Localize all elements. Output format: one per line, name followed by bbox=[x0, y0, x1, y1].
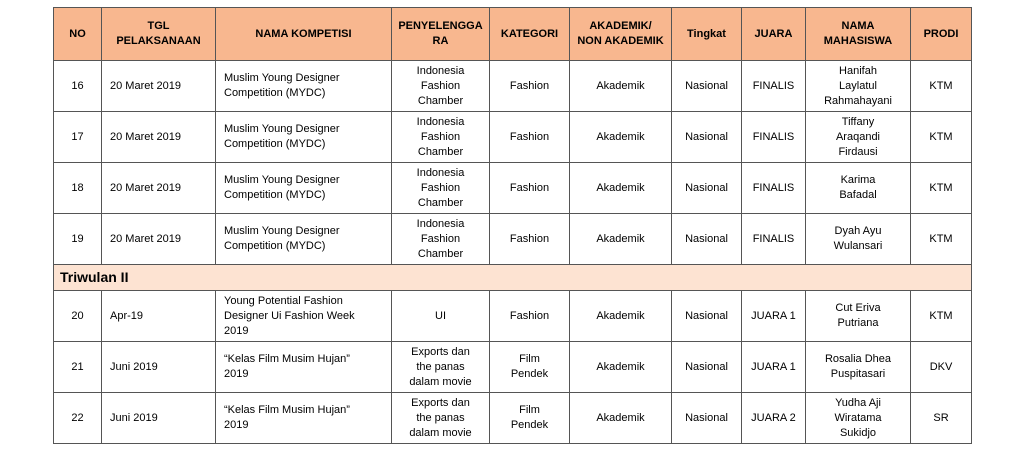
cell-juara bbox=[742, 291, 806, 342]
table-row bbox=[54, 112, 972, 163]
header-line: JUARA bbox=[754, 27, 793, 40]
cell-no-line: 19 bbox=[71, 232, 84, 245]
cell-kompetisi-line: Competition (MYDC) bbox=[224, 240, 326, 252]
cell-penyelenggara-line: Fashion bbox=[420, 130, 461, 143]
cell-kategori-line: Fashion bbox=[509, 130, 550, 143]
cell-tingkat-line: Nasional bbox=[685, 411, 728, 424]
cell-mahasiswa-line: Sukidjo bbox=[839, 426, 877, 439]
cell-kompetisi-line: 2019 bbox=[224, 419, 249, 431]
cell-akademik-line: Akademik bbox=[596, 232, 645, 245]
cell-kategori-line: Fashion bbox=[509, 309, 550, 322]
cell-kompetisi-line: Muslim Young Designer bbox=[224, 72, 340, 84]
cell-akademik-line: Akademik bbox=[596, 360, 645, 373]
cell-kategori-line: Pendek bbox=[510, 368, 549, 380]
cell-penyelenggara-line: Chamber bbox=[417, 196, 464, 209]
cell-kompetisi-line: 2019 bbox=[224, 368, 249, 380]
cell-prodi-line: KTM bbox=[929, 130, 953, 143]
cell-akademik bbox=[570, 342, 672, 393]
header-mahasiswa bbox=[806, 8, 911, 61]
header-line: PENYELENGGA bbox=[398, 20, 483, 32]
cell-prodi bbox=[911, 112, 972, 163]
cell-no bbox=[54, 214, 102, 265]
cell-no bbox=[54, 291, 102, 342]
cell-mahasiswa-line: Rosalia Dhea bbox=[824, 353, 892, 365]
cell-no-line: 16 bbox=[71, 79, 84, 92]
cell-juara-line: FINALIS bbox=[752, 79, 795, 92]
cell-prodi bbox=[911, 291, 972, 342]
cell-kompetisi bbox=[216, 163, 392, 214]
cell-akademik bbox=[570, 61, 672, 112]
table-row bbox=[54, 163, 972, 214]
cell-tgl-line: 20 Maret 2019 bbox=[110, 232, 181, 245]
cell-kategori-line: Fashion bbox=[509, 79, 550, 92]
cell-mahasiswa-line: Cut Eriva bbox=[835, 302, 881, 314]
cell-mahasiswa-line: Puspitasari bbox=[830, 368, 886, 380]
cell-prodi bbox=[911, 214, 972, 265]
cell-tingkat bbox=[672, 163, 742, 214]
cell-kompetisi bbox=[216, 393, 392, 444]
cell-tgl bbox=[102, 61, 216, 112]
cell-tingkat bbox=[672, 393, 742, 444]
cell-kompetisi-line: Designer Ui Fashion Week bbox=[224, 309, 355, 322]
cell-mahasiswa-line: Wulansari bbox=[833, 240, 883, 252]
cell-mahasiswa-line: Firdausi bbox=[838, 145, 878, 158]
cell-juara bbox=[742, 393, 806, 444]
cell-kategori bbox=[490, 342, 570, 393]
cell-tgl bbox=[102, 163, 216, 214]
section-title: Triwulan II bbox=[54, 265, 972, 291]
cell-kategori bbox=[490, 291, 570, 342]
cell-akademik-line: Akademik bbox=[596, 411, 645, 424]
cell-no-line: 20 bbox=[71, 309, 84, 322]
header-line: NON AKADEMIK bbox=[577, 35, 664, 47]
header-line: KATEGORI bbox=[500, 27, 559, 40]
cell-penyelenggara-line: Chamber bbox=[417, 94, 464, 107]
cell-mahasiswa-line: Putriana bbox=[837, 317, 879, 329]
cell-mahasiswa-line: Hanifah bbox=[839, 64, 877, 77]
cell-prodi bbox=[911, 61, 972, 112]
header-line: TGL bbox=[147, 20, 170, 32]
cell-juara bbox=[742, 163, 806, 214]
cell-akademik bbox=[570, 393, 672, 444]
cell-akademik bbox=[570, 214, 672, 265]
cell-mahasiswa-line: Araqandi bbox=[835, 130, 881, 143]
cell-prodi-line: SR bbox=[933, 411, 949, 424]
cell-penyelenggara bbox=[392, 342, 490, 393]
cell-penyelenggara-line: Fashion bbox=[420, 181, 461, 194]
cell-kompetisi bbox=[216, 214, 392, 265]
header-line: MAHASISWA bbox=[823, 35, 893, 47]
cell-kompetisi-line: Muslim Young Designer bbox=[224, 123, 340, 135]
table-row bbox=[54, 61, 972, 112]
header-no bbox=[54, 8, 102, 61]
cell-no-line: 17 bbox=[71, 130, 84, 143]
cell-kompetisi-line: Competition (MYDC) bbox=[224, 138, 326, 150]
cell-mahasiswa-line: Karima bbox=[840, 174, 876, 186]
cell-mahasiswa-line: Bafadal bbox=[839, 189, 877, 201]
table-row bbox=[54, 214, 972, 265]
cell-no bbox=[54, 61, 102, 112]
cell-penyelenggara bbox=[392, 214, 490, 265]
cell-prodi bbox=[911, 163, 972, 214]
cell-penyelenggara-line: Fashion bbox=[420, 232, 461, 245]
cell-kompetisi bbox=[216, 61, 392, 112]
cell-tingkat bbox=[672, 61, 742, 112]
header-row bbox=[54, 8, 972, 61]
header-line: NO bbox=[69, 27, 86, 40]
cell-mahasiswa-line: Laylatul bbox=[839, 79, 877, 92]
cell-kompetisi-line: Young Potential Fashion bbox=[224, 294, 343, 307]
cell-mahasiswa-line: Dyah Ayu bbox=[834, 225, 882, 237]
cell-kompetisi bbox=[216, 291, 392, 342]
cell-kompetisi-line: “Kelas Film Musim Hujan” bbox=[224, 353, 350, 365]
cell-tgl bbox=[102, 291, 216, 342]
cell-juara bbox=[742, 214, 806, 265]
cell-akademik bbox=[570, 291, 672, 342]
cell-prodi-line: KTM bbox=[929, 232, 953, 245]
cell-penyelenggara-line: dalam movie bbox=[409, 426, 472, 439]
cell-juara-line: FINALIS bbox=[752, 232, 795, 245]
header-line: PELAKSANAAN bbox=[116, 35, 201, 47]
cell-penyelenggara-line: dalam movie bbox=[409, 375, 472, 388]
header-tgl bbox=[102, 8, 216, 61]
cell-tgl bbox=[102, 214, 216, 265]
cell-kategori bbox=[490, 214, 570, 265]
cell-tingkat bbox=[672, 342, 742, 393]
cell-no-line: 21 bbox=[71, 360, 84, 373]
section-row bbox=[54, 265, 972, 291]
cell-penyelenggara-line: Fashion bbox=[420, 79, 461, 92]
cell-penyelenggara-line: the panas bbox=[416, 360, 465, 373]
cell-no-line: 22 bbox=[71, 411, 84, 424]
cell-mahasiswa bbox=[806, 342, 911, 393]
cell-tgl bbox=[102, 342, 216, 393]
cell-kompetisi-line: Competition (MYDC) bbox=[224, 87, 326, 99]
header-tingkat bbox=[672, 8, 742, 61]
cell-tgl-line: 20 Maret 2019 bbox=[110, 181, 181, 194]
cell-prodi bbox=[911, 342, 972, 393]
cell-penyelenggara bbox=[392, 112, 490, 163]
cell-juara-line: FINALIS bbox=[752, 181, 795, 194]
cell-mahasiswa bbox=[806, 112, 911, 163]
cell-mahasiswa bbox=[806, 163, 911, 214]
cell-penyelenggara-line: Indonesia bbox=[416, 217, 465, 230]
cell-kompetisi bbox=[216, 112, 392, 163]
cell-kategori-line: Pendek bbox=[510, 419, 549, 431]
cell-penyelenggara bbox=[392, 61, 490, 112]
cell-penyelenggara-line: Indonesia bbox=[416, 166, 465, 179]
cell-mahasiswa-line: Yudha Aji bbox=[835, 396, 881, 409]
cell-prodi-line: KTM bbox=[929, 79, 953, 92]
cell-penyelenggara-line: the panas bbox=[416, 411, 465, 424]
cell-penyelenggara bbox=[392, 291, 490, 342]
cell-no bbox=[54, 112, 102, 163]
cell-akademik bbox=[570, 112, 672, 163]
header-line: NAMA KOMPETISI bbox=[255, 27, 352, 40]
cell-no-line: 18 bbox=[71, 181, 84, 194]
cell-penyelenggara bbox=[392, 163, 490, 214]
cell-tingkat-line: Nasional bbox=[685, 232, 728, 245]
table-row bbox=[54, 342, 972, 393]
header-akademik bbox=[570, 8, 672, 61]
header-penyelenggara bbox=[392, 8, 490, 61]
cell-akademik bbox=[570, 163, 672, 214]
cell-akademik-line: Akademik bbox=[596, 309, 645, 322]
cell-kategori-line: Film bbox=[519, 404, 540, 416]
cell-kategori-line: Fashion bbox=[509, 181, 550, 194]
cell-tingkat-line: Nasional bbox=[685, 79, 728, 92]
cell-mahasiswa bbox=[806, 214, 911, 265]
header-kategori bbox=[490, 8, 570, 61]
cell-tingkat bbox=[672, 214, 742, 265]
cell-penyelenggara-line: Indonesia bbox=[416, 115, 465, 128]
header-line: AKADEMIK/ bbox=[589, 20, 652, 32]
cell-akademik-line: Akademik bbox=[596, 181, 645, 194]
cell-mahasiswa bbox=[806, 61, 911, 112]
cell-kategori bbox=[490, 393, 570, 444]
cell-juara-line: JUARA 1 bbox=[751, 360, 796, 373]
cell-tgl-line: Juni 2019 bbox=[110, 360, 158, 373]
cell-juara-line: FINALIS bbox=[752, 130, 795, 143]
header-kompetisi bbox=[216, 8, 392, 61]
table-body bbox=[54, 61, 972, 444]
cell-mahasiswa bbox=[806, 291, 911, 342]
cell-prodi-line: KTM bbox=[929, 181, 953, 194]
cell-kompetisi-line: 2019 bbox=[224, 324, 249, 337]
competition-table bbox=[53, 7, 972, 444]
cell-prodi-line: DKV bbox=[929, 360, 953, 373]
cell-mahasiswa bbox=[806, 393, 911, 444]
cell-juara bbox=[742, 342, 806, 393]
cell-no bbox=[54, 163, 102, 214]
cell-akademik-line: Akademik bbox=[596, 130, 645, 143]
cell-mahasiswa-line: Wiratama bbox=[834, 411, 882, 424]
cell-kompetisi bbox=[216, 342, 392, 393]
cell-tgl-line: 20 Maret 2019 bbox=[110, 79, 181, 92]
cell-kompetisi-line: “Kelas Film Musim Hujan” bbox=[224, 404, 350, 416]
cell-no bbox=[54, 342, 102, 393]
cell-tingkat-line: Nasional bbox=[685, 181, 728, 194]
header-juara bbox=[742, 8, 806, 61]
cell-tingkat-line: Nasional bbox=[685, 309, 728, 322]
cell-tingkat-line: Nasional bbox=[685, 130, 728, 143]
header-line: PRODI bbox=[923, 27, 959, 40]
cell-kompetisi-line: Muslim Young Designer bbox=[224, 225, 340, 237]
cell-kategori bbox=[490, 112, 570, 163]
header-line: RA bbox=[432, 35, 449, 47]
cell-tgl-line: Juni 2019 bbox=[110, 411, 158, 424]
cell-juara bbox=[742, 112, 806, 163]
cell-tingkat-line: Nasional bbox=[685, 360, 728, 373]
cell-kategori-line: Fashion bbox=[509, 232, 550, 245]
cell-penyelenggara-line: Chamber bbox=[417, 145, 464, 158]
header-prodi bbox=[911, 8, 972, 61]
cell-tgl bbox=[102, 112, 216, 163]
cell-kategori-line: Film bbox=[519, 353, 540, 365]
cell-mahasiswa-line: Rahmahayani bbox=[824, 94, 892, 107]
cell-no bbox=[54, 393, 102, 444]
header-line: Tingkat bbox=[687, 27, 726, 40]
cell-juara-line: JUARA 1 bbox=[751, 309, 796, 322]
cell-penyelenggara-line: Exports dan bbox=[411, 345, 470, 358]
cell-tingkat bbox=[672, 112, 742, 163]
table-row bbox=[54, 393, 972, 444]
cell-kompetisi-line: Muslim Young Designer bbox=[224, 174, 340, 186]
cell-kompetisi-line: Competition (MYDC) bbox=[224, 189, 326, 201]
cell-juara bbox=[742, 61, 806, 112]
cell-tgl bbox=[102, 393, 216, 444]
cell-prodi bbox=[911, 393, 972, 444]
cell-tgl-line: 20 Maret 2019 bbox=[110, 130, 181, 143]
table-row bbox=[54, 291, 972, 342]
header-line: NAMA bbox=[841, 20, 875, 32]
cell-penyelenggara-line: Exports dan bbox=[411, 396, 470, 409]
cell-penyelenggara-line: Indonesia bbox=[416, 64, 465, 77]
cell-kategori bbox=[490, 61, 570, 112]
cell-mahasiswa-line: Tiffany bbox=[841, 115, 875, 128]
cell-prodi-line: KTM bbox=[929, 309, 953, 322]
cell-kategori bbox=[490, 163, 570, 214]
cell-penyelenggara bbox=[392, 393, 490, 444]
cell-tingkat bbox=[672, 291, 742, 342]
cell-penyelenggara-line: Chamber bbox=[417, 247, 464, 260]
cell-penyelenggara-line: UI bbox=[435, 309, 446, 322]
cell-juara-line: JUARA 2 bbox=[751, 411, 796, 424]
cell-tgl-line: Apr-19 bbox=[110, 309, 144, 322]
cell-akademik-line: Akademik bbox=[596, 79, 645, 92]
